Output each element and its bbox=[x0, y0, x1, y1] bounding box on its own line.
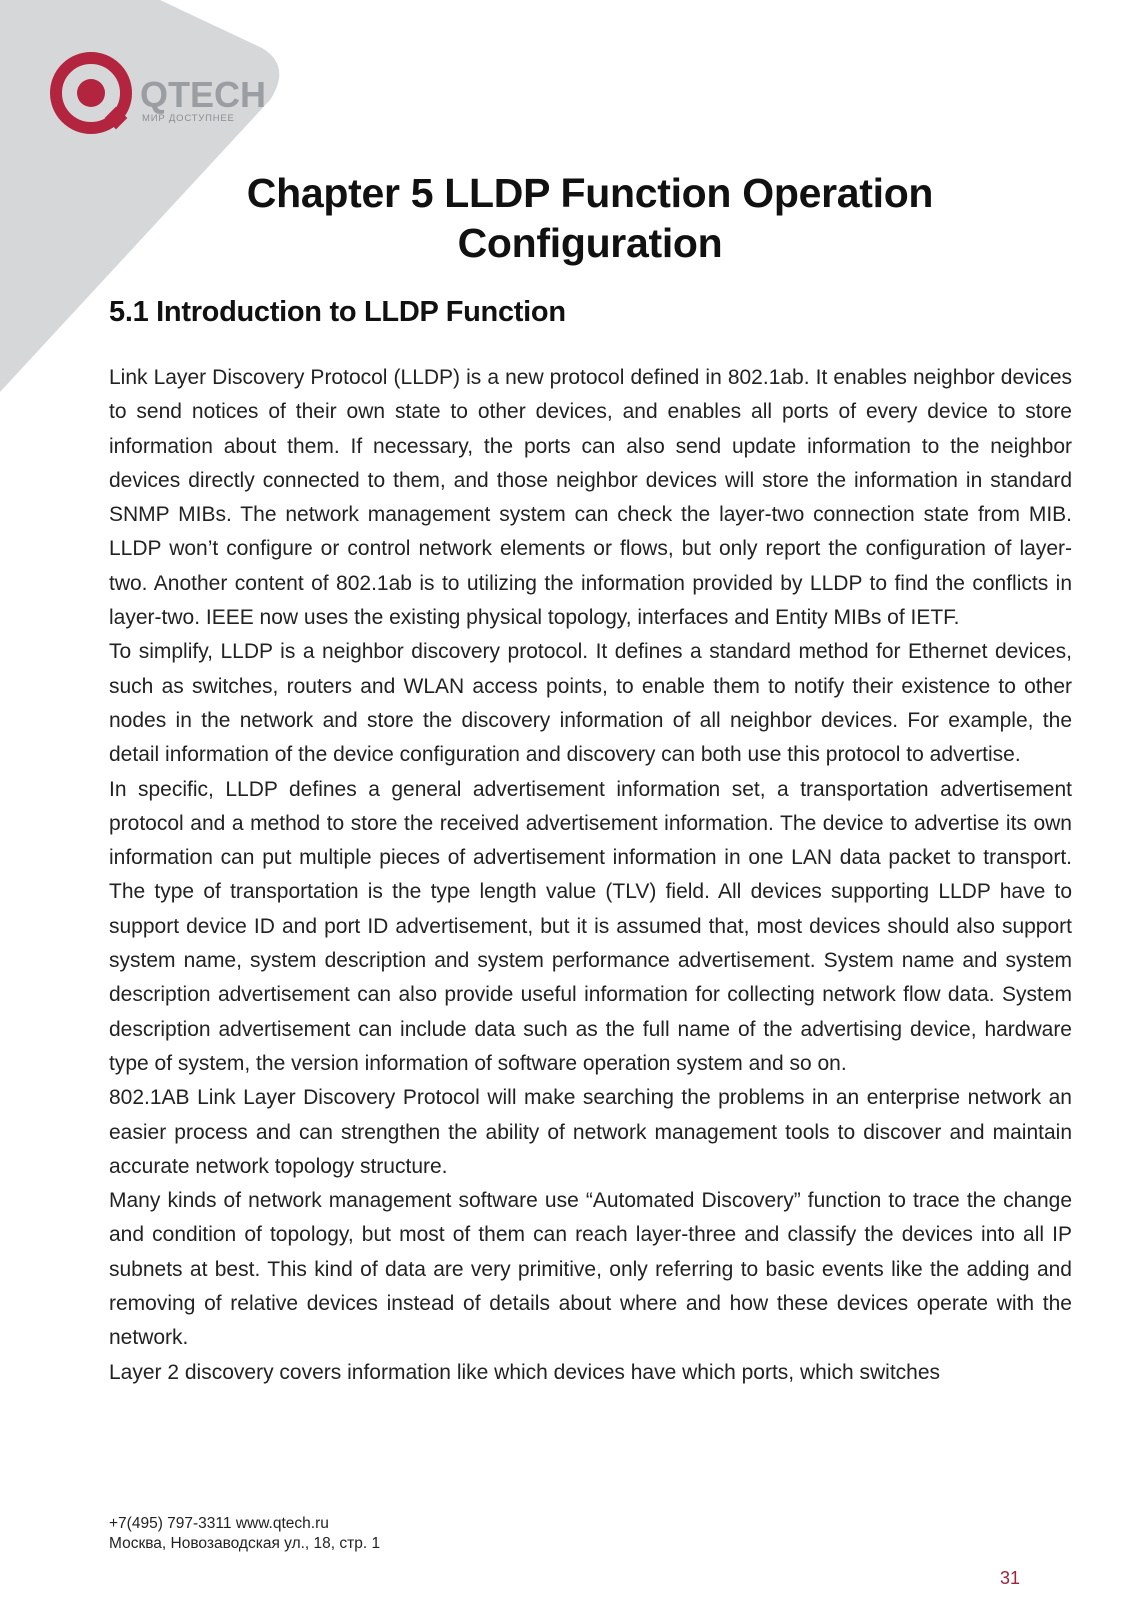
page-number: 31 bbox=[999, 1568, 1020, 1588]
logo-tagline: МИР ДОСТУПНЕЕ bbox=[142, 113, 235, 124]
footer-contact: +7(495) 797-3311 www.qtech.ru bbox=[109, 1515, 329, 1532]
footer bbox=[109, 1514, 380, 1554]
paragraph: 802.1AB Link Layer Discovery Protocol will make searching the problems in an enterprise network an easier process and can strengthen the ability of network management tools to discover and maintain accurate network topology structure. bbox=[109, 1086, 1072, 1178]
qtech-logo bbox=[50, 52, 280, 142]
section-title: 5.1 Introduction to LLDP Function bbox=[109, 296, 566, 328]
footer-address: Москва, Новозаводская ул., 18, стр. 1 bbox=[109, 1535, 381, 1552]
paragraph: Many kinds of network management software use “Automated Discovery” function to trace the change and condition of topology, but most of them can reach layer-three and classify the devices into all IP subnets at best. This kind of data are very primitive, only referring to basic events like the adding and removing of relative devices instead of details about where and how these devices operate with the network. bbox=[109, 1189, 1072, 1350]
chapter-title: Chapter 5 LLDP Function Operation Configuration bbox=[246, 170, 934, 266]
logo-wordmark: QTECH bbox=[140, 74, 266, 115]
paragraph: Layer 2 discovery covers information like which devices have which ports, which switches bbox=[109, 1360, 941, 1384]
paragraph: To simplify, LLDP is a neighbor discovery protocol. It defines a standard method for Ethernet devices, such as switches, routers and WLAN access points, to enable them to notify their existence to other nodes in the network and store the discovery information of all neighbor devices. For example, the detail information of the device configuration and discovery can both use this protocol to advertise. bbox=[109, 640, 1072, 767]
paragraph: Link Layer Discovery Protocol (LLDP) is a new protocol defined in 802.1ab. It enables neighbor devices to send notices of their own state to other devices, and enables all ports of every device to store information about them. If necessary, the ports can also send update information to the neighbor devices directly connected to them, and those neighbor devices will store the information in standard SNMP MIBs. The network management system can check the layer-two connection state from MIB. LLDP won’t configure or control network elements or flows, but only report the configuration of layer-two. Another content of 802.1ab is to utilizing the information provided by LLDP to find the conflicts in layer-two. IEEE now uses the existing physical topology, interfaces and Entity MIBs of IETF. bbox=[109, 366, 1072, 630]
paragraph: In specific, LLDP defines a general advertisement information set, a transportation advertisement protocol and a method to store the received advertisement information. The device to advertise its own information can put multiple pieces of advertisement information in one LAN data packet to transport. The type of transportation is the type length value (TLV) field. All devices supporting LLDP have to support device ID and port ID advertisement, but it is assumed that, most devices should also support system name, system description and system performance advertisement. System name and system description advertisement can also provide useful information for collecting network flow data. System description advertisement can include data such as the full name of the advertising device, hardware type of system, the version information of software operation system and so on. bbox=[109, 777, 1072, 1075]
body-text bbox=[109, 361, 1072, 1390]
